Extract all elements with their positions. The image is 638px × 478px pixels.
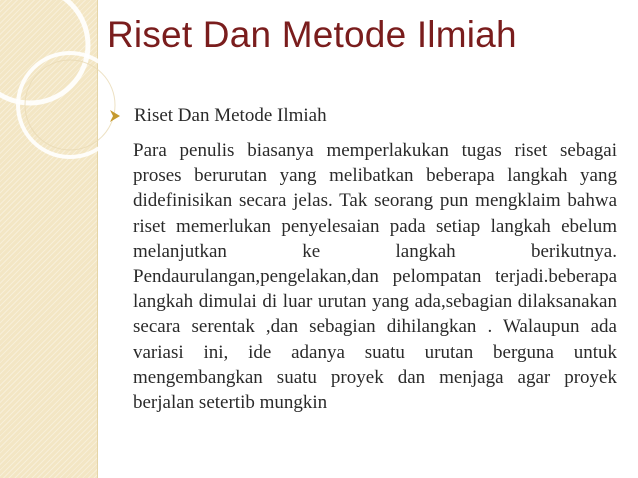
slide-title: Riset Dan Metode Ilmiah [107, 14, 517, 55]
arrowhead-bullet-icon [108, 109, 122, 123]
body-paragraph: Para penulis biasanya memperlakukan tugas riset sebagai proses berurutan yang melibatkan beberapa langkah yang didefinisikan secara jelas. Tak seorang pun mengklaim bahwa riset memerlukan penyelesaian pada setiap langkah ebelum melanjutkan ke langkah berikutnya. Pendaurulangan,pengelakan,dan pelompatan terjadi.beberapa langkah dimulai di luar urutan yang ada,sebagian dilaksanakan secara serentak ,dan sebagian dihilangkan . Walaupun ada variasi ini, ide adanya suatu urutan berguna untuk mengembangkan suatu proyek dan menjaga agar proyek berjalan setertib mungkin [133, 140, 617, 414]
bullet-item [108, 105, 618, 127]
bullet-text: Riset Dan Metode Ilmiah [134, 105, 327, 126]
